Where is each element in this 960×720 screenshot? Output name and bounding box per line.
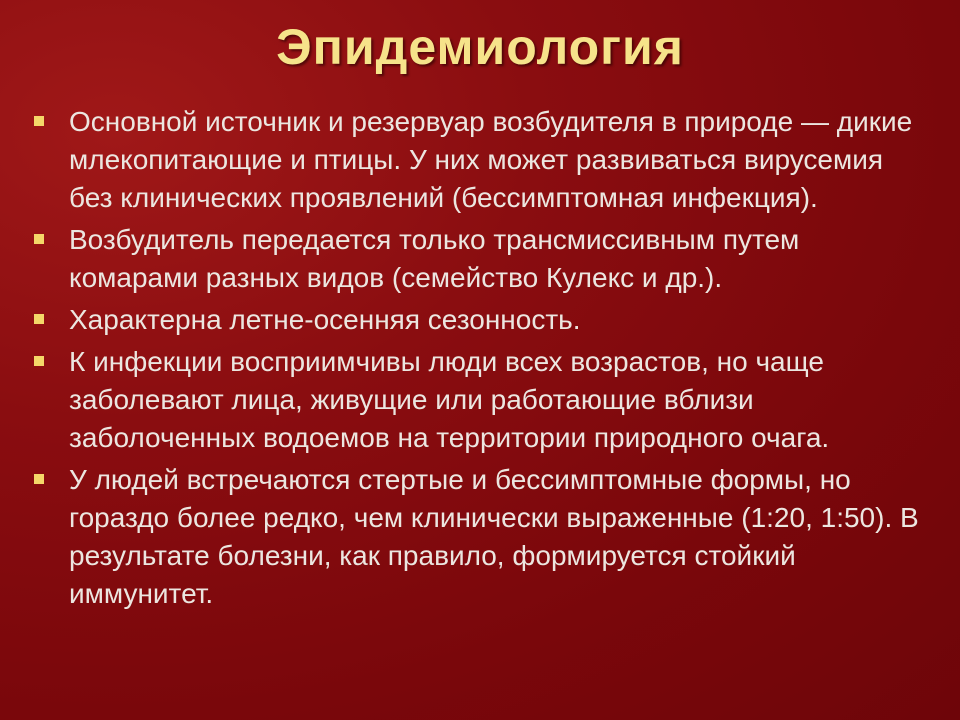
bullet-item [30,221,930,297]
bullet-text: Характерна летне-осенняя сезонность. [69,304,581,335]
slide-title: Эпидемиология [276,19,684,75]
bullet-list [30,103,930,617]
square-bullet-icon [34,234,44,244]
bullet-text: У людей встречаются стертые и бессимптомные формы, но гораздо более редко, чем клинически выраженные (1:20, 1:50). В результате болезни, как правило, формируется стойкий иммунитет. [69,464,919,609]
bullet-item [30,103,930,217]
square-bullet-icon [34,314,44,324]
bullet-item [30,461,930,613]
bullet-item [30,343,930,457]
bullet-text: Основной источник и резервуар возбудителя в природе — дикие млекопитающие и птицы. У них может развиваться вирусемия без клинических проявлений (бессимптомная инфекция). [69,106,913,213]
bullet-item [30,301,930,339]
square-bullet-icon [34,356,44,366]
bullet-text: К инфекции восприимчивы люди всех возрастов, но чаще заболевают лица, живущие или работающие вблизи заболоченных водоемов на территории природного очага. [69,346,830,453]
bullet-text: Возбудитель передается только трансмиссивным путем комарами разных видов (семейство Кулекс и др.). [69,224,800,293]
square-bullet-icon [34,474,44,484]
square-bullet-icon [34,116,44,126]
